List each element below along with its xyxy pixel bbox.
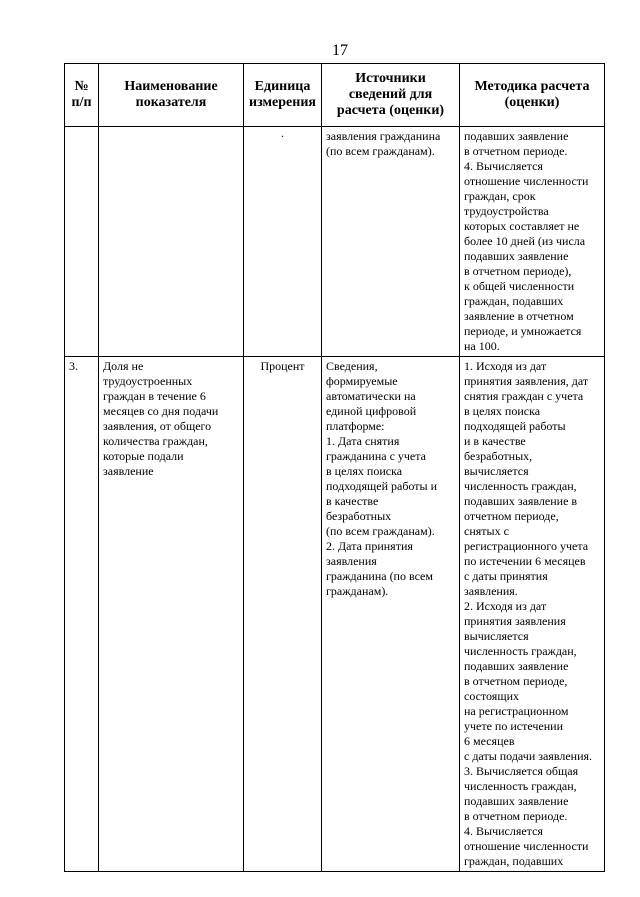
row-unit: Процент (244, 357, 322, 872)
text-line: месяцев со дня подачи (103, 404, 219, 418)
text-line: (по всем гражданам). (326, 524, 435, 538)
text-line: численность граждан, (464, 479, 577, 493)
row-method (460, 357, 605, 872)
header-sources: Источники сведений для расчета (оценки) (322, 64, 460, 127)
text-line: 6 месяцев (464, 734, 515, 748)
text-line: безработных (326, 509, 392, 523)
header-num: № п/п (65, 64, 99, 127)
text-line: заявления (326, 554, 377, 568)
text-line: граждан в течение 6 (103, 389, 206, 403)
text-line: 2. Исходя из дат (464, 599, 547, 613)
text-line: регистрационного учета (464, 539, 589, 553)
row-sources (322, 357, 460, 872)
text-line: трудоустройства (464, 204, 549, 218)
text-line: с даты принятия (464, 569, 548, 583)
text-line: гражданина с учета (326, 449, 426, 463)
text-line: заявления. (464, 584, 518, 598)
text-line: которые подали (103, 449, 184, 463)
text-line: периоде, и умножается (464, 324, 582, 338)
text-line: подавших заявление (464, 249, 569, 263)
text-line: в отчетном периоде), (464, 264, 572, 278)
text-line: Сведения, (326, 359, 378, 373)
row-name (99, 357, 244, 872)
header-unit: Единица измерения (244, 64, 322, 127)
text-line: состоящих (464, 689, 519, 703)
text-line: в целях поиска (464, 404, 541, 418)
text-line: Доля не (103, 359, 144, 373)
text-line: в качестве (326, 494, 379, 508)
text-line: численность граждан, (464, 779, 577, 793)
text-line: численность граждан, (464, 644, 577, 658)
text-line: вычисляется (464, 629, 529, 643)
text-line: на регистрационном (464, 704, 569, 718)
text-line: и в качестве (464, 434, 526, 448)
text-line: формируемые (326, 374, 398, 388)
header-name: Наименование показателя (99, 64, 244, 127)
text-line: количества граждан, (103, 434, 208, 448)
row-method (460, 127, 605, 357)
text-line: отношение численности (464, 174, 589, 188)
text-line: принятия заявления, дат (464, 374, 589, 388)
text-line: в отчетном периоде. (464, 144, 568, 158)
row-unit: · (244, 127, 322, 357)
text-line: граждан, подавших (464, 854, 564, 868)
text-line: подходящей работы и (326, 479, 437, 493)
text-line: вычисляется (464, 464, 529, 478)
table-row (65, 127, 605, 357)
text-line: отношение численности (464, 839, 589, 853)
text-line: автоматически на (326, 389, 416, 403)
text-line: 1. Дата снятия (326, 434, 400, 448)
text-line: к общей численности (464, 279, 575, 293)
text-line: 4. Вычисляется (464, 824, 543, 838)
text-line: подавших заявление (464, 129, 569, 143)
text-line: 2. Дата принятия (326, 539, 413, 553)
text-line: граждан, срок (464, 189, 536, 203)
text-line: отчетном периоде, (464, 509, 559, 523)
text-line: заявления, от общего (103, 419, 212, 433)
text-line: трудоустроенных (103, 374, 193, 388)
row-name (99, 127, 244, 357)
text-line: подходящей работы (464, 419, 566, 433)
text-line: в отчетном периоде. (464, 809, 568, 823)
text-line: на 100. (464, 339, 500, 353)
header-method: Методика расчета (оценки) (460, 64, 605, 127)
text-line: снятия граждан с учета (464, 389, 584, 403)
text-line: подавших заявление в (464, 494, 578, 508)
text-line: 3. Вычисляется общая (464, 764, 579, 778)
text-line: по истечении 6 месяцев (464, 554, 586, 568)
text-line: снятых с (464, 524, 509, 538)
indicators-table (64, 63, 605, 872)
text-line: платформе: (326, 419, 385, 433)
text-line: (по всем гражданам). (326, 144, 435, 158)
text-line: в целях поиска (326, 464, 403, 478)
text-line: 1. Исходя из дат (464, 359, 547, 373)
text-line: подавших заявление (464, 794, 569, 808)
text-line: в отчетном периоде, (464, 674, 568, 688)
row-num: 3. (65, 357, 99, 872)
text-line: более 10 дней (из числа (464, 234, 586, 248)
row-sources (322, 127, 460, 357)
page-number: 17 (332, 42, 348, 59)
text-line: заявление в отчетном (464, 309, 574, 323)
text-line: гражданина (по всем (326, 569, 433, 583)
row-num (65, 127, 99, 357)
text-line: безработных, (464, 449, 533, 463)
text-line: учете по истечении (464, 719, 563, 733)
table-row (65, 357, 605, 872)
text-line: с даты подачи заявления. (464, 749, 593, 763)
text-line: гражданам). (326, 584, 389, 598)
table-header-row (65, 64, 605, 127)
text-line: единой цифровой (326, 404, 417, 418)
text-line: принятия заявления (464, 614, 566, 628)
text-line: заявление (103, 464, 154, 478)
text-line: подавших заявление (464, 659, 569, 673)
text-line: 4. Вычисляется (464, 159, 543, 173)
text-line: граждан, подавших (464, 294, 564, 308)
text-line: заявления гражданина (326, 129, 441, 143)
text-line: которых составляет не (464, 219, 580, 233)
